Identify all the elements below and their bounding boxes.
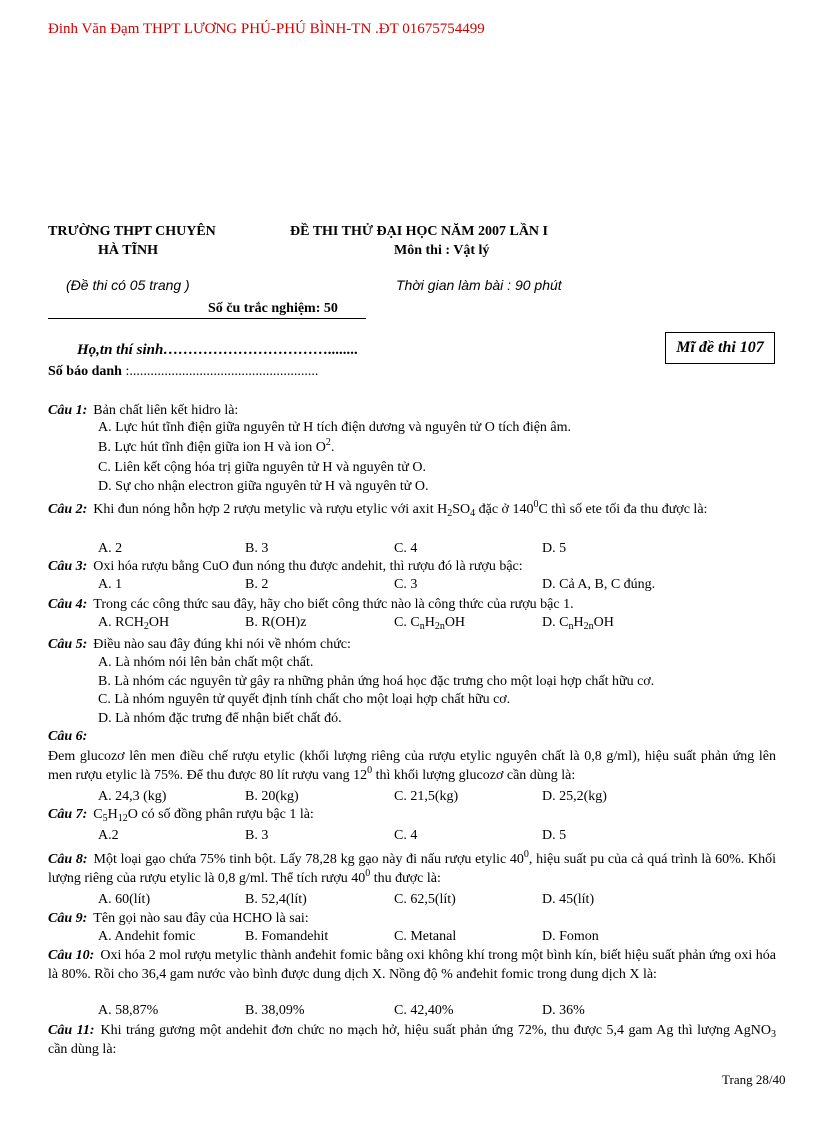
q10-option-d: D. 36% (542, 1003, 585, 1018)
question-8: Câu 8: Một loại gạo chứa 75% tinh bột. Lấy 78,28 kg gạo này đi nấu rượu etylic $40^0$, hiệu suất pu của cả quá trình là 60%. Khối lượng riêng của rượu etylic là 0,8 g/ml. Thể tích rượu $40^0$ thu được là: (48, 849, 776, 886)
q6-option-a: A. 24,3 (kg) (98, 789, 167, 804)
q8-option-c: C. 62,5(lít) (394, 892, 456, 907)
q5-option-c: C. Là nhóm nguyên tử quyết định tính chất cho một loại hợp chất hữu cơ. (98, 692, 511, 707)
q1-option-c: C. Liên kết cộng hóa trị giữa nguyên tử H và nguyên tử O. (98, 460, 426, 475)
q3-option-a: A. 1 (98, 577, 123, 592)
q8-option-d: D. 45(lít) (542, 892, 595, 907)
exam-title: ĐỀ THI THỬ ĐẠI HỌC NĂM 2007 LẦN I (290, 224, 548, 239)
q8-option-a: A. 60(lít) (98, 892, 151, 907)
exam-subject: Môn thi : Vật lý (394, 243, 490, 258)
author-line: Đinh Văn Đạm THPT LƯƠNG PHÚ-PHÚ BÌNH-TN .ĐT 01675754499 (48, 21, 485, 37)
q4-option-d: D. $C_nH_{2n}OH$ (542, 615, 614, 632)
exam-code-box: Mĩ đề thi 107 (665, 332, 775, 364)
q6-option-c: C. 21,5(kg) (394, 789, 459, 804)
q9-option-b: B. Fomandehit (245, 929, 329, 944)
q9-option-c: C. Metanal (394, 929, 457, 944)
time-note: Thời gian làm bài : 90 phút (396, 277, 562, 293)
q7-option-c: C. 4 (394, 828, 418, 843)
q2-option-a: A. 2 (98, 541, 123, 556)
q9-option-a: A. Andehit fomic (98, 929, 196, 944)
question-10: Câu 10: Oxi hóa 2 mol rượu metylic thành anđehit fomic bằng oxi không khí trong một bình kín, biết hiệu suất phản ứng oxi hóa là 80%. Rồi cho 36,4 gam nước vào bình được dung dịch X. Nồng độ % anđehit fomic trong dung dịch X là: (48, 948, 776, 982)
question-6-label: Câu 6: (48, 729, 88, 744)
q3-option-c: C. 3 (394, 577, 418, 592)
question-1 (48, 402, 238, 420)
q4-option-b: B. R(OH)z (245, 615, 307, 630)
q7-option-d: D. 5 (542, 828, 567, 843)
q2-option-c: C. 4 (394, 541, 418, 556)
q2-option-d: D. 5 (542, 541, 567, 556)
question-3: Câu 3: Oxi hóa rượu bằng CuO đun nóng thu được andehit, thì rượu đó là rượu bậc: (48, 559, 523, 574)
q5-option-b: B. Là nhóm các nguyên tử gây ra những phản ứng hoá học đặc trưng cho một loại hợp chất hữu cơ. (98, 674, 655, 689)
question-9: Câu 9: Tên gọi nào sau đây của HCHO là sai: (48, 911, 309, 926)
question-7: Câu 7: $C_5H_{12}O$ có số đồng phân rượu bậc 1 là: (48, 807, 314, 824)
question-label: Câu 1: (48, 403, 88, 418)
candidate-name-field: Họ,tn thí sinh……………………………........ (77, 342, 359, 358)
question-6: Đem glucozơ lên men điều chế rượu etylic (khối lượng riêng của rượu etylic nguyên chất là 0,8 g/ml), hiệu suất phản ứng lên men rượu etylic là 75%. Để thu được 80 lít rượu vang $12^0$ thì khối lượng glucozơ cần dùng là: (48, 749, 776, 783)
q10-option-c: C. 42,40% (394, 1003, 454, 1018)
question-2: Câu 2: Khi đun nóng hỗn hợp 2 rượu metylic và rượu etylic với axit $H_2SO_4$ đặc ở $140^0C$ thì số ete tối đa thu được là: (48, 499, 708, 519)
student-id-field: Số báo danh :...................................................... (48, 364, 319, 379)
q9-option-d: D. Fomon (542, 929, 599, 944)
school-name-line2: HÀ TĨNH (98, 243, 159, 258)
question-count: Số ču trắc nghiệm: 50 (208, 301, 338, 316)
q6-option-b: B. 20(kg) (245, 789, 299, 804)
question-4: Câu 4: Trong các công thức sau đây, hãy cho biết công thức nào là công thức của rượu bậc 1. (48, 597, 574, 612)
question-5: Câu 5: Điều nào sau đây đúng khi nói về nhóm chức: (48, 637, 351, 652)
page-number: Trang 28/40 (722, 1072, 786, 1087)
school-name-line1: TRƯỜNG THPT CHUYÊN (48, 224, 216, 239)
q8-option-b: B. 52,4(lít) (245, 892, 307, 907)
q10-option-b: B. 38,09% (245, 1003, 305, 1018)
q2-option-b: B. 3 (245, 541, 269, 556)
q3-option-d: D. Cả A, B, C đúng. (542, 577, 656, 592)
question-11: Câu 11: Khi tráng gương một andehit đơn chức no mạch hở, hiệu suất phản ứng 72%, thu được 5,4 gam Ag thì lượng AgNO$_3$ cần dùng là: (48, 1023, 776, 1057)
q3-option-b: B. 2 (245, 577, 269, 592)
q1-option-a: A. Lực hút tĩnh điện giữa nguyên tử H tích điện dương và nguyên tử O tích điện âm. (98, 420, 572, 435)
q5-option-d: D. Là nhóm đặc trưng để nhận biết chất đó. (98, 711, 342, 726)
q10-option-a: A. 58,87% (98, 1003, 159, 1018)
header-underline (48, 318, 366, 319)
q7-option-a: A.2 (98, 828, 119, 843)
q6-option-d: D. 25,2(kg) (542, 789, 607, 804)
q5-option-a: A. Là nhóm nói lên bản chất một chất. (98, 655, 314, 670)
q7-option-b: B. 3 (245, 828, 269, 843)
pages-note: (Đề thi có 05 trang ) (66, 277, 190, 293)
q4-option-a: A. $RCH_2OH$ (98, 615, 170, 632)
question-text: Bản chất liên kết hidro là: (93, 403, 239, 418)
q1-option-d: D. Sự cho nhận electron giữa nguyên tử H và nguyên tử O. (98, 479, 429, 494)
q4-option-c: C. $C_nH_{2n}OH$ (394, 615, 466, 632)
q1-option-b: B. Lực hút tĩnh điện giữa ion H và ion $O^2$. (98, 437, 335, 455)
